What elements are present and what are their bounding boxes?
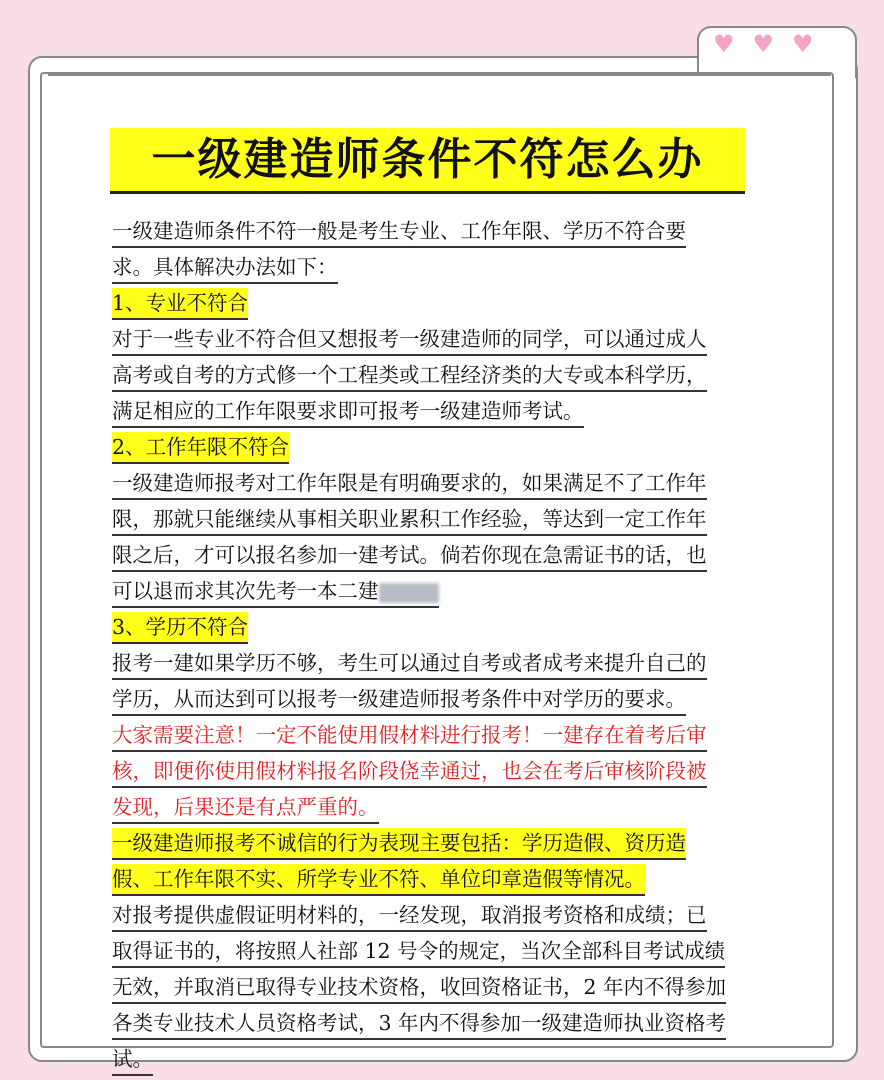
text-line [112, 468, 707, 500]
line-text: 发现，后果还是有点严重的。 [112, 795, 379, 819]
line-text: 一级建造师报考对工作年限是有明确要求的，如果满足不了工作年 [112, 471, 707, 495]
text-line [112, 684, 686, 716]
text-line [112, 900, 707, 932]
heart-icon: ♥ [792, 30, 814, 58]
line-text: 一级建造师报考不诚信的行为表现主要包括：学历造假、资历造 [112, 831, 686, 855]
warning-line [112, 756, 707, 788]
heart-icon: ♥ [752, 30, 775, 58]
line-text: 可以退而求其次先考一本二建 [112, 579, 379, 603]
highlighted-line [112, 612, 248, 644]
line-text: 满足相应的工作年限要求即可报考一级建造师考试。 [112, 399, 584, 423]
line-text: 限之后，才可以报名参加一建考试。倘若你现在急需证书的话，也 [112, 543, 707, 567]
page-title: 一级建造师条件不符怎么办 [110, 128, 745, 194]
highlighted-line [112, 864, 645, 896]
text-line [112, 252, 338, 284]
line-text: 对报考提供虚假证明材料的，一经发现，取消报考资格和成绩；已 [112, 903, 707, 927]
text-line [112, 1008, 726, 1040]
line-text: 2、工作年限不符合 [112, 435, 290, 459]
text-line [112, 396, 584, 428]
line-text: 大家需要注意！一定不能使用假材料进行报考！一建存在着考后审 [112, 723, 707, 747]
line-text: 无效，并取消已取得专业技术资格，收回资格证书，2 年内不得参加 [112, 975, 727, 999]
line-text: 3、学历不符合 [112, 615, 249, 639]
hearts [713, 30, 814, 58]
highlighted-line [112, 288, 248, 320]
highlighted-line [112, 828, 686, 860]
warning-line [112, 720, 707, 752]
line-text: 求。具体解决办法如下： [112, 255, 338, 279]
text-line [112, 324, 707, 356]
line-text: 学历，从而达到可以报考一级建造师报考条件中对学历的要求。 [112, 687, 686, 711]
line-text: 一级建造师条件不符一般是考生专业、工作年限、学历不符合要 [112, 219, 686, 243]
highlighted-line [112, 432, 289, 464]
text-line [112, 576, 439, 608]
blurred-region [379, 583, 439, 603]
line-text: 取得证书的，将按照人社部 12 号令的规定，当次全部科目考试成绩 [112, 939, 726, 963]
line-text: 试。 [112, 1047, 153, 1071]
article-body [112, 216, 792, 1080]
line-text: 假、工作年限不实、所学专业不符、单位印章造假等情况。 [112, 867, 645, 891]
heart-icon: ♥ [713, 30, 735, 58]
line-text: 高考或自考的方式修一个工程类或工程经济类的大专或本科学历， [112, 363, 707, 387]
line-text: 报考一建如果学历不够，考生可以通过自考或者成考来提升自己的 [112, 651, 707, 675]
text-line [112, 648, 707, 680]
warning-line [112, 792, 379, 824]
line-text: 限，那就只能继续从事相关职业累积工作经验，等达到一定工作年 [112, 507, 707, 531]
text-line [112, 360, 707, 392]
line-text: 1、专业不符合 [112, 291, 249, 315]
text-line [112, 936, 725, 968]
line-text: 核，即便你使用假材料报名阶段侥幸通过，也会在考后审核阶段被 [112, 759, 707, 783]
text-line [112, 540, 707, 572]
text-line [112, 216, 686, 248]
text-line [112, 972, 726, 1004]
line-text: 对于一些专业不符合但又想报考一级建造师的同学，可以通过成人 [112, 327, 707, 351]
text-line [112, 1044, 153, 1076]
line-text: 各类专业技术人员资格考试，3 年内不得参加一级建造师执业资格考 [112, 1011, 727, 1035]
text-line [112, 504, 707, 536]
divider [48, 74, 831, 76]
